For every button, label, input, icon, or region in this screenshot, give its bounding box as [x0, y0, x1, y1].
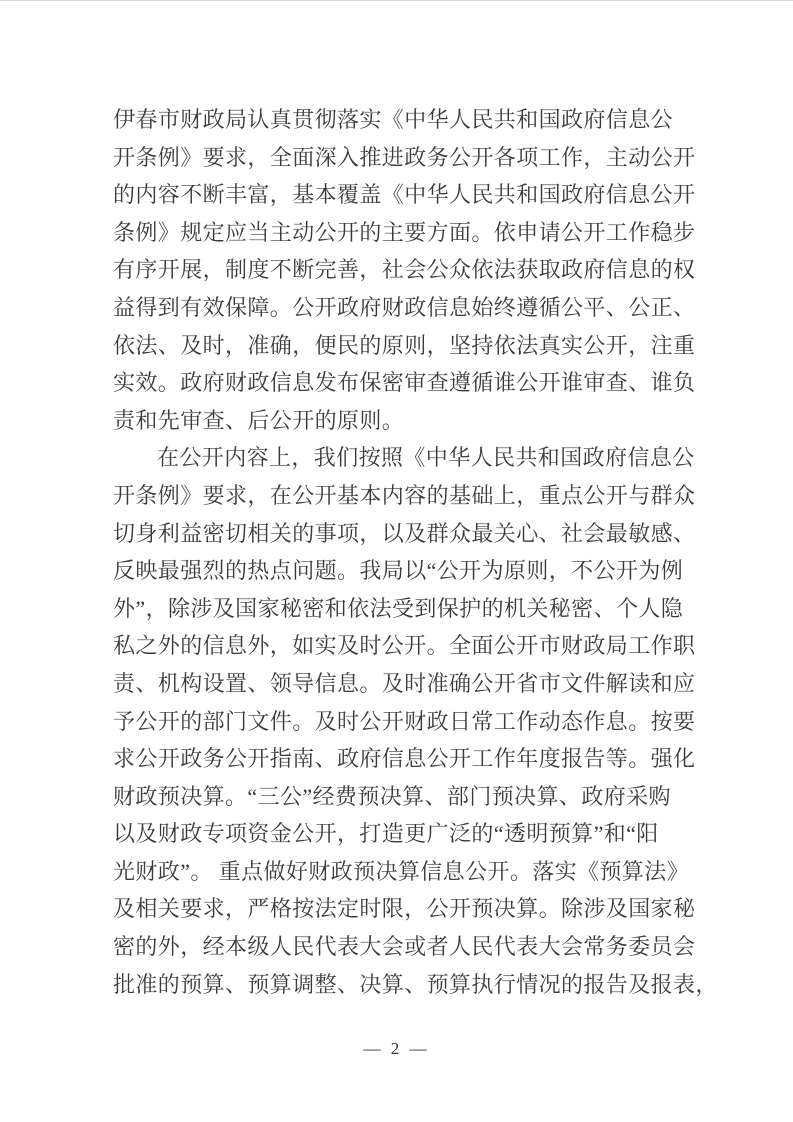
document-line: 私之外的信息外，如实及时公开。全面公开市财政局工作职	[113, 633, 696, 659]
document-line: 责、机构设置、领导信息。及时准确公开省市文件解读和应	[113, 670, 696, 696]
document-line: 责和先审查、后公开的原则。	[113, 407, 405, 433]
document-line: 伊春市财政局认真贯彻落实《中华人民共和国政府信息公	[113, 107, 674, 132]
document-line: 益得到有效保障。公开政府财政信息始终遵循公平、公正、	[113, 294, 696, 320]
document-line: 以及财政专项资金公开，打造更广泛的“透明预算”和“阳	[113, 821, 659, 847]
page-footer	[0, 1039, 793, 1059]
document-line: 在公开内容上，我们按照《中华人民共和国政府信息公	[157, 445, 695, 471]
document-line: 密的外，经本级人民代表大会或者人民代表大会常务委员会	[113, 934, 696, 960]
document-line: 的内容不断丰富，基本覆盖《中华人民共和国政府信息公开	[113, 182, 696, 208]
page-top-edge-line	[0, 0, 793, 1]
document-line: 予公开的部门文件。及时公开财政日常工作动态作息。按要	[113, 708, 696, 734]
document-line: 有序开展，制度不断完善，社会公众依法获取政府信息的权	[113, 257, 696, 283]
document-line: 依法、及时，准确，便民的原则，坚持依法真实公开，注重	[113, 332, 696, 358]
document-line: 实效。政府财政信息发布保密审查遵循谁公开谁审查、谁负	[113, 370, 696, 396]
document-line: 财政预决算。“三公”经费预决算、部门预决算、政府采购	[113, 783, 671, 809]
page-number: — 2 —	[363, 1039, 430, 1058]
document-line: 批准的预算、预算调整、决算、预算执行情况的报告及报表，	[113, 971, 718, 997]
document-line: 及相关要求，严格按法定时限，公开预决算。除涉及国家秘	[113, 896, 696, 922]
document-line: 反映最强烈的热点问题。我局以“公开为原则，不公开为例	[113, 558, 684, 584]
document-line: 条例》规定应当主动公开的主要方面。依申请公开工作稳步	[113, 219, 696, 245]
document-line: 开条例》要求，在公开基本内容的基础上，重点公开与群众	[113, 482, 696, 508]
document-line: 开条例》要求，全面深入推进政务公开各项工作，主动公开	[113, 144, 696, 170]
document-line: 切身利益密切相关的事项，以及群众最关心、社会最敏感、	[113, 520, 696, 546]
document-line: 光财政”。 重点做好财政预决算信息公开。落实《预算法》	[113, 858, 690, 884]
document-line: 外”，除涉及国家秘密和依法受到保护的机关秘密、个人隐	[113, 595, 684, 621]
document-line: 求公开政务公开指南、政府信息公开工作年度报告等。强化	[113, 746, 696, 772]
document-body	[113, 101, 718, 1003]
